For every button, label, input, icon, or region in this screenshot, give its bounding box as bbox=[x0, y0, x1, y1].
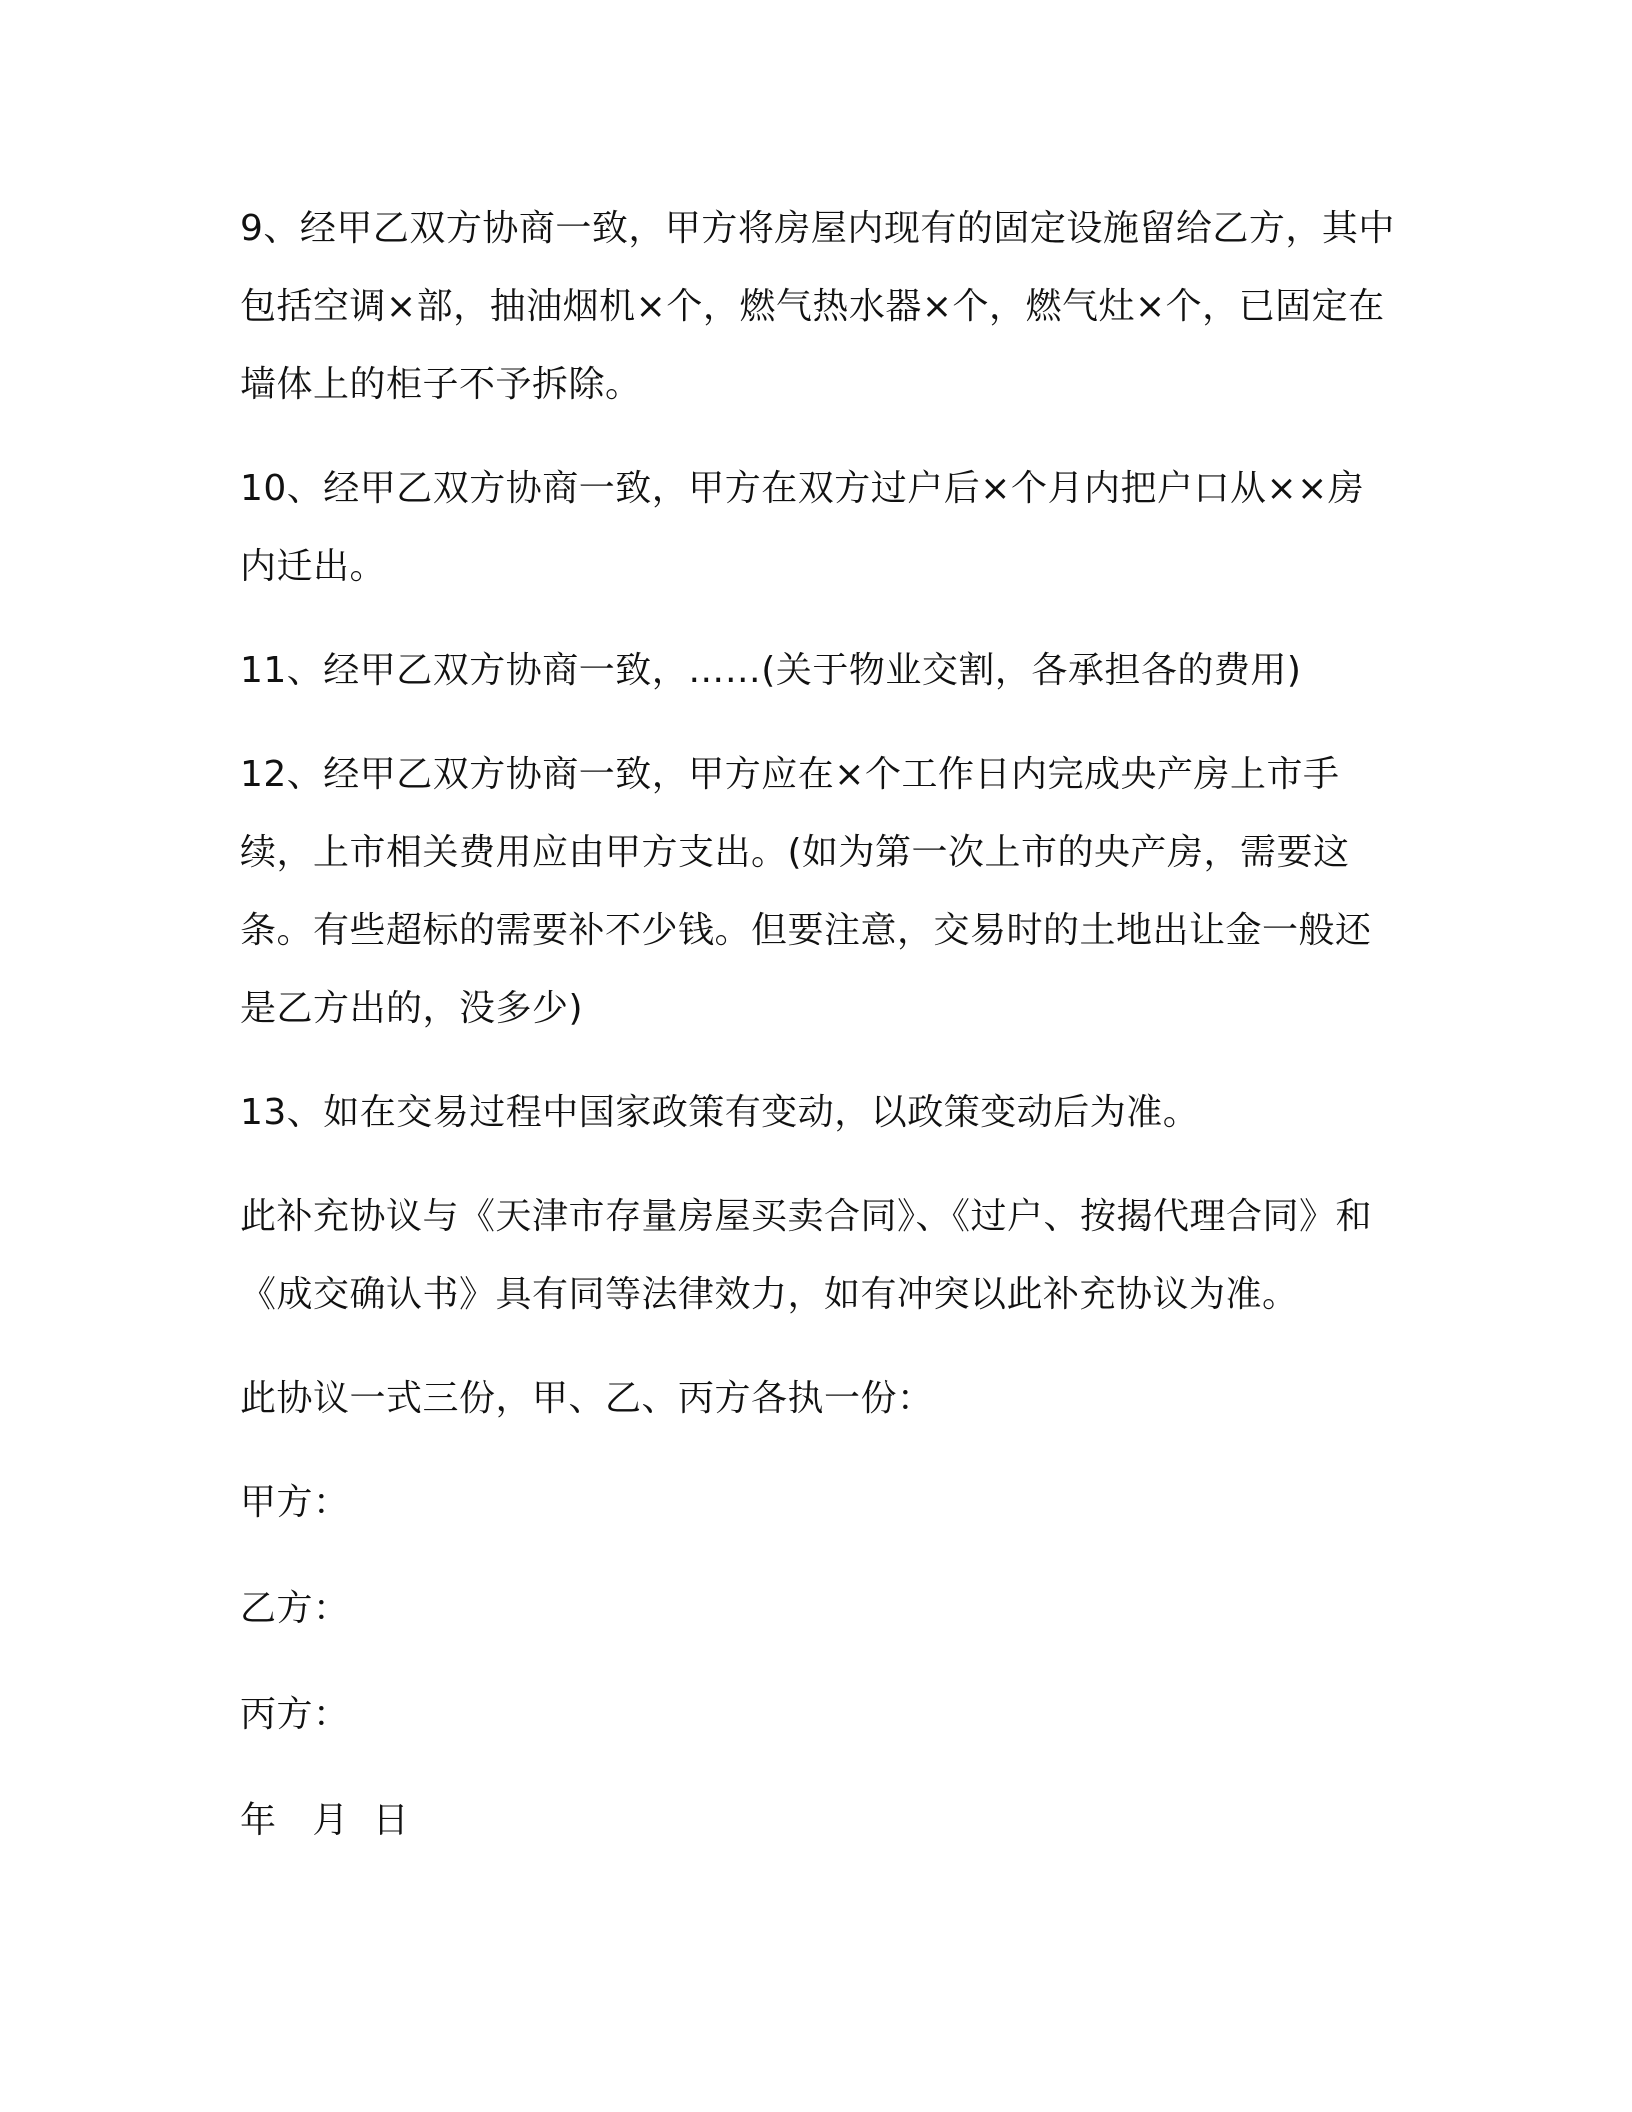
legal-effect-statement: 此补充协议与《天津市存量房屋买卖合同》、《过户、按揭代理合同》和《成交确认书》具有同等法律效力，如有冲突以此补充协议为准。 bbox=[240, 1196, 1373, 1315]
clause-12: 12、经甲乙双方协商一致，甲方应在×个工作日内完成央产房上市手续，上市相关费用应由甲方支出。(如为第一次上市的央产房，需要这条。有些超标的需要补不少钱。但要注意，交易时的土地出让金一般还是乙方出的，没多少) bbox=[240, 754, 1372, 1029]
document-body bbox=[240, 190, 1400, 1886]
clause-9: 9、经甲乙双方协商一致，甲方将房屋内现有的固定设施留给乙方，其中包括空调×部，抽油烟机×个，燃气热水器×个，燃气灶×个，已固定在墙体上的柜子不予拆除。 bbox=[240, 208, 1395, 405]
clause-13: 13、如在交易过程中国家政策有变动，以政策变动后为准。 bbox=[240, 1092, 1200, 1133]
date-line: 年 月 日 bbox=[240, 1800, 410, 1841]
clause-10: 10、经甲乙双方协商一致，甲方在双方过户后×个月内把户口从××房内迁出。 bbox=[240, 468, 1365, 587]
clause-11: 11、经甲乙双方协商一致，……(关于物业交割，各承担各的费用) bbox=[240, 650, 1302, 691]
copies-statement: 此协议一式三份，甲、乙、丙方各执一份： bbox=[240, 1378, 934, 1419]
party-a-signature-line: 甲方： bbox=[240, 1482, 350, 1523]
party-c-signature-line: 丙方： bbox=[240, 1694, 350, 1735]
party-b-signature-line: 乙方： bbox=[240, 1588, 350, 1629]
